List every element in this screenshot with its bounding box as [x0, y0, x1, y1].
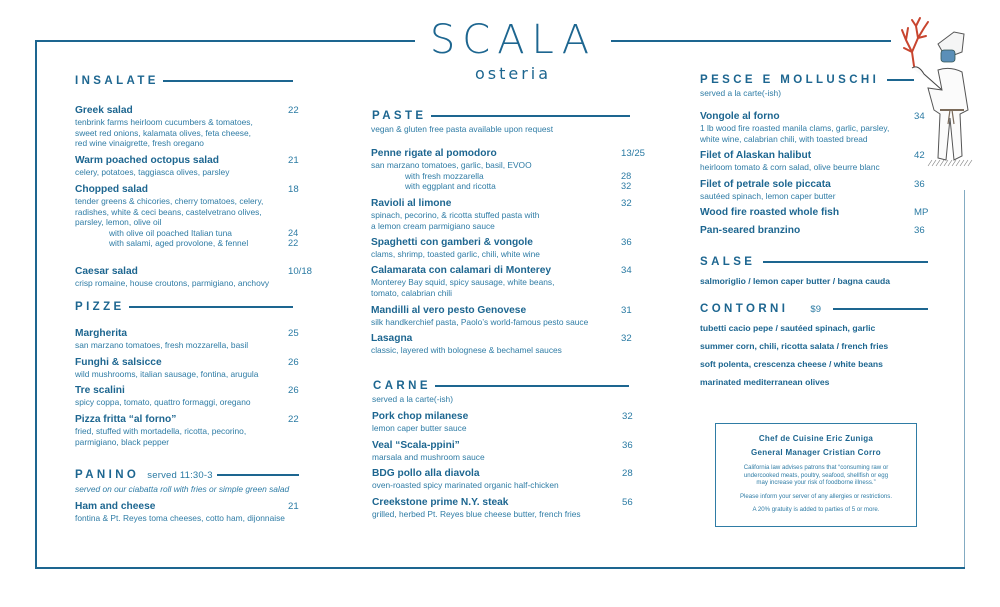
item-price: 26	[288, 357, 299, 368]
frame-top-left-rule	[35, 40, 415, 42]
item-desc: clams, shrimp, toasted garlic, chili, white wine	[371, 249, 540, 259]
item-price: 25	[288, 328, 299, 339]
item-name: Chopped salad	[75, 184, 149, 195]
addon-price: 32	[621, 181, 632, 192]
menu-item-ny-steak	[372, 496, 652, 520]
item-desc: red wine vinaigrette, fresh oregano	[75, 138, 204, 149]
item-desc: fontina & Pt. Reyes toma cheeses, cotto ham, dijonnaise	[75, 513, 285, 523]
section-header-panino	[75, 469, 299, 481]
menu-item-pollo-diavola	[372, 467, 652, 491]
item-price: 36	[622, 440, 633, 451]
contorni-line: soft polenta, crescenza cheese / white beans	[700, 359, 883, 369]
section-title: PESCE E MOLLUSCHI	[700, 74, 880, 86]
item-name: Spaghetti con gamberi & vongole	[371, 237, 533, 248]
item-price: 26	[288, 385, 299, 396]
item-desc: spicy coppa, tomato, quattro formaggi, oregano	[75, 397, 251, 407]
carne-note: served a la carte(-ish)	[372, 394, 453, 404]
menu-item-whole-fish	[700, 206, 930, 219]
item-price: 13/25	[621, 148, 646, 159]
item-desc: Monterey Bay squid, spicy sausage, white beans,	[371, 277, 555, 287]
item-name: Tre scalini	[75, 385, 125, 396]
salse-list: salmoriglio / lemon caper butter / bagna cauda	[700, 276, 891, 286]
item-price: 42	[914, 150, 925, 161]
item-price: 22	[288, 105, 299, 116]
item-name: Warm poached octopus salad	[75, 155, 219, 166]
item-desc: 1 lb wood fire roasted manila clams, garlic, parsley,	[700, 123, 890, 133]
section-rule	[887, 79, 914, 81]
item-desc: grilled, herbed Pt. Reyes blue cheese butter, french fries	[372, 509, 581, 519]
menu-item-spaghetti-gamberi-vongole	[371, 236, 651, 260]
menu-item-branzino	[700, 224, 930, 237]
item-name: Vongole al forno	[700, 111, 780, 122]
item-addon	[75, 228, 305, 239]
frame-bottom-edge	[35, 567, 965, 569]
item-desc: radishes, white & ceci beans, castelvetrano olives,	[75, 206, 262, 217]
item-price: 34	[914, 111, 925, 122]
item-desc: san marzano tomatoes, garlic, basil, EVOO	[371, 160, 532, 170]
item-name: Funghi & salsicce	[75, 357, 162, 368]
menu-item-ham-and-cheese	[75, 500, 315, 524]
menu-item-pizza-fritta	[75, 413, 305, 447]
section-rule	[431, 115, 631, 117]
menu-item-alaskan-halibut	[700, 149, 930, 173]
item-name: Creekstone prime N.Y. steak	[372, 497, 509, 508]
item-name: Lasagna	[371, 333, 413, 344]
item-desc: white wine, calabrian chili, with toasted bread	[700, 133, 868, 144]
section-title: CONTORNI	[700, 303, 789, 315]
item-name: Filet of petrale sole piccata	[700, 179, 831, 190]
item-name: Veal “Scala-ppini”	[372, 440, 460, 451]
item-price: 10/18	[288, 266, 313, 277]
frame-right-edge	[964, 190, 965, 568]
item-price: 36	[914, 225, 925, 236]
section-header-carne	[373, 380, 629, 392]
addon-price: 28	[621, 170, 632, 181]
health-notice	[716, 464, 916, 487]
item-price: 32	[622, 411, 633, 422]
menu-item-calamarata	[371, 264, 651, 298]
item-name: Greek salad	[75, 105, 133, 116]
panino-hours: served 11:30-3	[147, 469, 213, 481]
section-header-salse	[700, 256, 928, 268]
menu-item-octopus-salad	[75, 154, 305, 178]
contorni-line: marinated mediterranean olives	[700, 377, 830, 387]
item-desc: fried, stuffed with mortadella, ricotta, pecorino,	[75, 426, 247, 436]
paste-note: vegan & gluten free pasta available upon request	[371, 124, 554, 134]
info-box	[715, 423, 917, 527]
item-price: 31	[621, 305, 632, 316]
item-desc: sautéed spinach, lemon caper butter	[700, 191, 836, 201]
section-title: INSALATE	[75, 75, 159, 87]
health-notice-line: California law advises patrons that “consuming raw or	[743, 464, 889, 471]
menu-item-vongole-al-forno	[700, 110, 930, 144]
section-rule	[163, 80, 293, 82]
item-name: Mandilli al vero pesto Genovese	[371, 305, 527, 316]
item-name: Wood fire roasted whole fish	[700, 207, 840, 218]
item-price: 22	[288, 414, 299, 425]
item-price: 18	[288, 184, 299, 195]
menu-item-mandilli-pesto	[371, 304, 651, 328]
item-desc: crisp romaine, house croutons, parmigiano, anchovy	[75, 278, 270, 288]
section-rule	[763, 261, 928, 263]
menu-item-lasagna	[371, 332, 651, 356]
menu-item-greek-salad	[75, 104, 305, 149]
brand-subtitle: osteria	[474, 64, 552, 83]
item-desc: tenbrink farms heirloom cucumbers & tomatoes,	[75, 117, 253, 127]
item-desc: a lemon cream parmigiano sauce	[371, 220, 495, 231]
item-price: MP	[914, 207, 929, 218]
item-name: Filet of Alaskan halibut	[700, 150, 812, 161]
section-title: SALSE	[700, 256, 756, 268]
addon-price: 24	[288, 227, 299, 238]
section-header-paste	[372, 110, 630, 122]
item-price: 56	[622, 497, 633, 508]
item-name: Ravioli al limone	[371, 198, 452, 209]
menu-item-petrale-sole	[700, 178, 930, 202]
section-header-pesce	[700, 74, 914, 86]
coral-diver-illustration-icon	[898, 14, 978, 170]
chef-credit: Chef de Cuisine Eric Zuniga	[758, 434, 874, 443]
section-rule	[833, 308, 928, 310]
item-name: Caesar salad	[75, 266, 138, 277]
item-desc: sweet red onions, kalamata olives, feta cheese,	[75, 127, 251, 138]
section-title: CARNE	[373, 380, 431, 392]
item-name: Pizza fritta “al forno”	[75, 414, 177, 425]
gratuity-notice: A 20% gratuity is added to parties of 5 or more.	[752, 506, 880, 514]
health-notice-line: undercooked meats, poultry, seafood, shellfish or egg	[743, 471, 889, 479]
item-price: 21	[288, 155, 299, 166]
item-desc: lemon caper butter sauce	[372, 423, 467, 433]
item-price: 32	[621, 333, 632, 344]
item-addon	[75, 238, 305, 249]
item-desc: oven-roasted spicy marinated organic half-chicken	[372, 480, 559, 490]
item-addon	[371, 181, 651, 192]
contorni-line: tubetti cacio pepe / sautéed spinach, garlic	[700, 323, 876, 333]
pesce-note: served a la carte(-ish)	[700, 88, 781, 98]
item-name: Penne rigate al pomodoro	[371, 148, 497, 159]
addon-label: with salami, aged provolone, & fennel	[109, 238, 249, 249]
item-desc: celery, potatoes, taggiasca olives, parsley	[75, 167, 230, 177]
frame-left-edge	[35, 40, 37, 569]
menu-item-veal-scalappini	[372, 439, 652, 463]
manager-credit: General Manager Cristian Corro	[751, 448, 881, 457]
section-header-insalate	[75, 75, 293, 87]
menu-item-tre-scalini	[75, 384, 305, 408]
frame-top-right-rule	[611, 40, 891, 42]
item-name: BDG pollo alla diavola	[372, 468, 480, 479]
section-title: PANINO	[75, 469, 140, 481]
item-desc: tender greens & chicories, cherry tomatoes, celery,	[75, 196, 264, 206]
item-desc: san marzano tomatoes, fresh mozzarella, basil	[75, 340, 249, 350]
item-price: 32	[621, 198, 632, 209]
addon-label: with eggplant and ricotta	[405, 181, 496, 192]
item-desc: heirloom tomato & corn salad, olive beurre blanc	[700, 162, 880, 172]
contorni-line: summer corn, chili, ricotta salata / french fries	[700, 341, 889, 351]
menu-item-margherita	[75, 327, 305, 351]
menu-item-ravioli-al-limone	[371, 197, 651, 231]
menu-item-pork-chop	[372, 410, 652, 434]
addon-label: with fresh mozzarella	[405, 170, 484, 181]
item-name: Calamarata con calamari di Monterey	[371, 265, 552, 276]
item-desc: classic, layered with bolognese & bechamel sauces	[371, 345, 562, 355]
item-addon	[371, 171, 651, 182]
menu-item-caesar-salad	[75, 265, 315, 289]
menu-item-funghi-salsicce	[75, 356, 305, 380]
health-notice-line: may increase your risk of foodborne illness.”	[756, 479, 876, 487]
item-price: 34	[621, 265, 632, 276]
panino-note: served on our ciabatta roll with fries or simple green salad	[75, 484, 290, 494]
item-name: Pan-seared branzino	[700, 225, 801, 236]
item-name: Ham and cheese	[75, 501, 156, 512]
item-desc: marsala and mushroom sauce	[372, 452, 485, 462]
item-desc: tomato, calabrian chili	[371, 287, 452, 298]
item-desc: parsley, lemon, olive oil	[75, 217, 162, 228]
item-price: 36	[914, 179, 925, 190]
item-desc: parmigiano, black pepper	[75, 436, 170, 447]
item-desc: spinach, pecorino, & ricotta stuffed pasta with	[371, 210, 540, 220]
menu-item-chopped-salad	[75, 183, 305, 249]
item-price: 36	[621, 237, 632, 248]
brand-title: SCALA	[429, 17, 597, 63]
item-desc: silk handkerchief pasta, Paolo’s world-famous pesto sauce	[371, 317, 589, 327]
section-rule	[435, 385, 629, 387]
addon-label: with olive oil poached Italian tuna	[109, 227, 232, 238]
addon-price: 22	[288, 238, 299, 249]
section-rule	[129, 306, 293, 308]
section-rule	[217, 474, 299, 476]
section-title: PIZZE	[75, 301, 125, 313]
item-price: 21	[288, 501, 299, 512]
item-name: Pork chop milanese	[372, 411, 469, 422]
item-name: Margherita	[75, 328, 128, 339]
menu-item-penne-rigate	[371, 147, 651, 192]
item-desc: wild mushrooms, italian sausage, fontina, arugula	[75, 369, 259, 379]
section-header-pizze	[75, 301, 293, 313]
contorni-price: $9	[810, 303, 822, 315]
item-price: 28	[622, 468, 633, 479]
section-header-contorni	[700, 303, 928, 315]
section-title: PASTE	[372, 110, 427, 122]
allergy-notice: Please inform your server of any allergies or restrictions.	[739, 492, 893, 500]
